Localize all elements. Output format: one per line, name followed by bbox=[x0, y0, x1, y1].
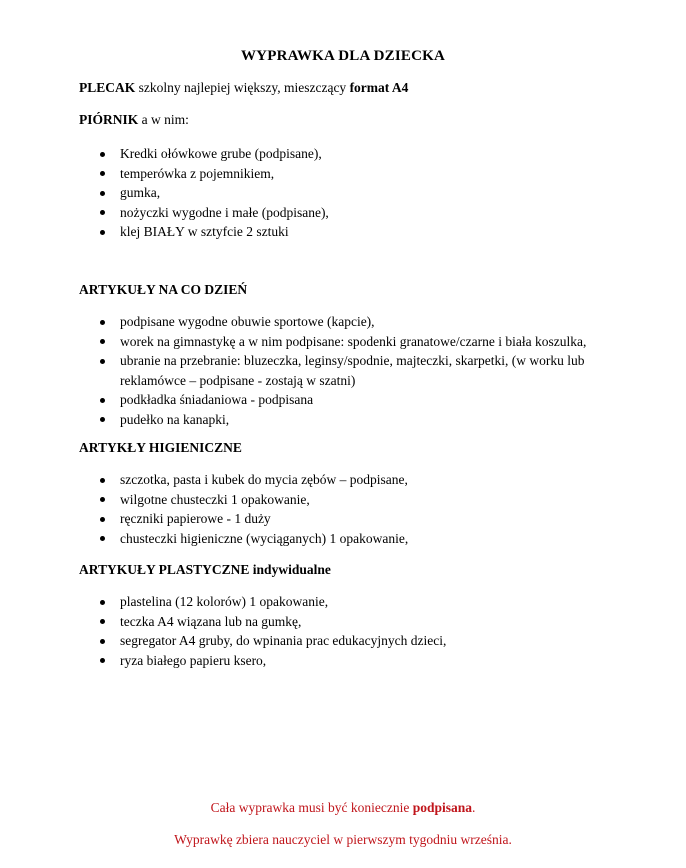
bullet-icon bbox=[100, 339, 105, 344]
plecak-label: PLECAK bbox=[79, 80, 136, 95]
list-item: podkładka śniadaniowa - podpisana bbox=[0, 390, 620, 410]
section-heading-co-dzien: ARTYKUŁY NA CO DZIEŃ bbox=[79, 282, 248, 297]
list-item: ryza białego papieru ksero, bbox=[0, 651, 620, 671]
list-item: teczka A4 wiązana lub na gumkę, bbox=[0, 612, 620, 632]
list-item: gumka, bbox=[0, 183, 620, 203]
list-item: pudełko na kanapki, bbox=[0, 410, 620, 430]
footer-note-signed: Cała wyprawka musi być koniecznie podpisana. bbox=[210, 800, 476, 815]
list-item: nożyczki wygodne i małe (podpisane), bbox=[0, 203, 620, 223]
bullet-icon bbox=[100, 619, 105, 624]
bullet-icon bbox=[100, 171, 105, 176]
section-heading-plastyczne: ARTYKUŁY PLASTYCZNE indywidualne bbox=[79, 562, 331, 577]
list-item: Kredki ołówkowe grube (podpisane), bbox=[0, 144, 620, 164]
bullet-icon bbox=[100, 152, 105, 157]
bullet-icon bbox=[100, 359, 105, 364]
bullet-icon bbox=[100, 320, 105, 325]
document-title: WYPRAWKA DLA DZIECKA bbox=[240, 48, 446, 64]
bullet-icon bbox=[100, 536, 105, 541]
footer-emphasis: podpisana bbox=[412, 800, 472, 815]
bullet-icon bbox=[100, 230, 105, 235]
list-item: segregator A4 gruby, do wpinania prac edukacyjnych dzieci, bbox=[0, 631, 620, 651]
list-item: ubranie na przebranie: bluzeczka, leginsy/spodnie, majteczki, skarpetki, (w worku lub reklamówce – podpisane - zostają w szatni) bbox=[0, 351, 620, 390]
list-item: plastelina (12 kolorów) 1 opakowanie, bbox=[0, 592, 620, 612]
list-item: klej BIAŁY w sztyfcie 2 sztuki bbox=[0, 222, 620, 242]
higieniczne-list bbox=[0, 470, 620, 548]
bullet-icon bbox=[100, 398, 105, 403]
list-item: temperówka z pojemnikiem, bbox=[0, 164, 620, 184]
bullet-icon bbox=[100, 639, 105, 644]
piornik-label: PIÓRNIK bbox=[79, 112, 139, 127]
co-dzien-list bbox=[0, 312, 620, 429]
list-item: szczotka, pasta i kubek do mycia zębów – podpisane, bbox=[0, 470, 620, 490]
bullet-icon bbox=[100, 600, 105, 605]
list-item: podpisane wygodne obuwie sportowe (kapcie), bbox=[0, 312, 620, 332]
bullet-icon bbox=[100, 478, 105, 483]
bullet-icon bbox=[100, 517, 105, 522]
piornik-line bbox=[79, 112, 189, 128]
plecak-text: szkolny najlepiej większy, mieszczący bbox=[135, 80, 350, 95]
piornik-list bbox=[0, 144, 620, 242]
plecak-line bbox=[79, 80, 408, 96]
list-item: ręczniki papierowe - 1 duży bbox=[0, 509, 620, 529]
list-item: worek na gimnastykę a w nim podpisane: spodenki granatowe/czarne i biała koszulka, bbox=[0, 332, 620, 352]
bullet-icon bbox=[100, 497, 105, 502]
footer-note-collection: Wyprawkę zbiera nauczyciel w pierwszym tygodniu września. bbox=[174, 832, 512, 847]
plecak-format: format A4 bbox=[349, 80, 409, 95]
bullet-icon bbox=[100, 417, 105, 422]
bullet-icon bbox=[100, 210, 105, 215]
plastyczne-list bbox=[0, 592, 620, 670]
list-item: chusteczki higieniczne (wyciąganych) 1 opakowanie, bbox=[0, 529, 620, 549]
list-item: wilgotne chusteczki 1 opakowanie, bbox=[0, 490, 620, 510]
piornik-text: a w nim: bbox=[138, 112, 189, 127]
section-heading-higieniczne: ARTYKŁY HIGIENICZNE bbox=[79, 440, 242, 455]
bullet-icon bbox=[100, 658, 105, 663]
bullet-icon bbox=[100, 191, 105, 196]
